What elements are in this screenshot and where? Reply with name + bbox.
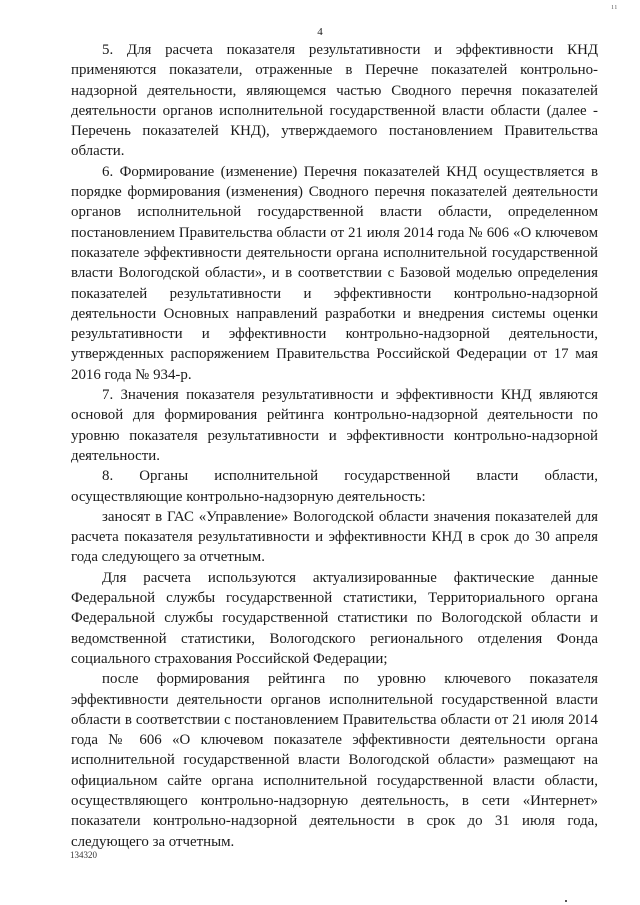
paragraph-8-data-sources: Для расчета используются актуализированные фактические данные Федеральной службы государственной статистики, Территориального органа Федеральной службы государственной статистики по Вологодской области и ведомственной статистики, Вологодского регионального отделения Фонда социального страхования Российской Федерации;: [71, 569, 598, 667]
scan-dot: [565, 900, 567, 902]
paragraph-8-item-publish: после формирования рейтинга по уровню ключевого показателя эффективности деятельности органов исполнительной государственной власти области в соответствии с постановлением Правительства области от 21 июля 2014 года № 606 «О ключевом показателе эффективности деятельности органа исполнительной государственной власти Вологодской области» размещают на официальном сайте органа исполнительной государственной власти области, осуществляющего контрольно-надзорную деятельность, в сети «Интернет» показатели контрольно-надзорной деятельности в срок до 31 июля года, следующего за отчетным.: [71, 671, 598, 850]
document-code: 134320: [70, 850, 97, 860]
paragraph-6: 6. Формирование (изменение) Перечня показателей КНД осуществляется в порядке формирования (изменения) Сводного перечня показателей деятельности органов исполнительной государственной власти области, определенном постановлением Правительства области от 21 июля 2014 года № 606 «О ключевом показателе эффективности деятельности органа исполнительной государственной власти Вологодской области», и в соответствии с Базовой моделью определения показателей результативности и эффективности контрольно-надзорной деятельности Основных направлений разработки и внедрения системы оценки результативности и эффективности контрольно-надзорной деятельности, утвержденных распоряжением Правительства Российской Федерации от 17 мая 2016 года № 934-р.: [71, 163, 598, 383]
paragraph-5: 5. Для расчета показателя результативности и эффективности КНД применяются показатели, отраженные в Перечне показателей контрольно-надзорной деятельности, являющемся частью Сводного перечня показателей деятельности органов исполнительной государственной власти области (далее - Перечень показателей КНД), утверждаемого постановлением Правительства области.: [71, 42, 598, 160]
paragraph-7: 7. Значения показателя результативности и эффективности КНД являются основой для формирования рейтинга контрольно-надзорной деятельности по уровню показателя результативности и эффективности контрольно-надзорной деятельности.: [71, 387, 598, 464]
document-body: [71, 40, 598, 852]
page-number: 4: [317, 26, 323, 38]
corner-mark: ıı: [611, 2, 618, 11]
paragraph-8: 8. Органы исполнительной государственной власти области, осуществляющие контрольно-надзорную деятельность:: [71, 468, 598, 505]
paragraph-8-item-enter-values: заносят в ГАС «Управление» Вологодской области значения показателей для расчета показателя результативности и эффективности КНД в срок до 30 апреля года следующего за отчетным.: [71, 508, 598, 566]
